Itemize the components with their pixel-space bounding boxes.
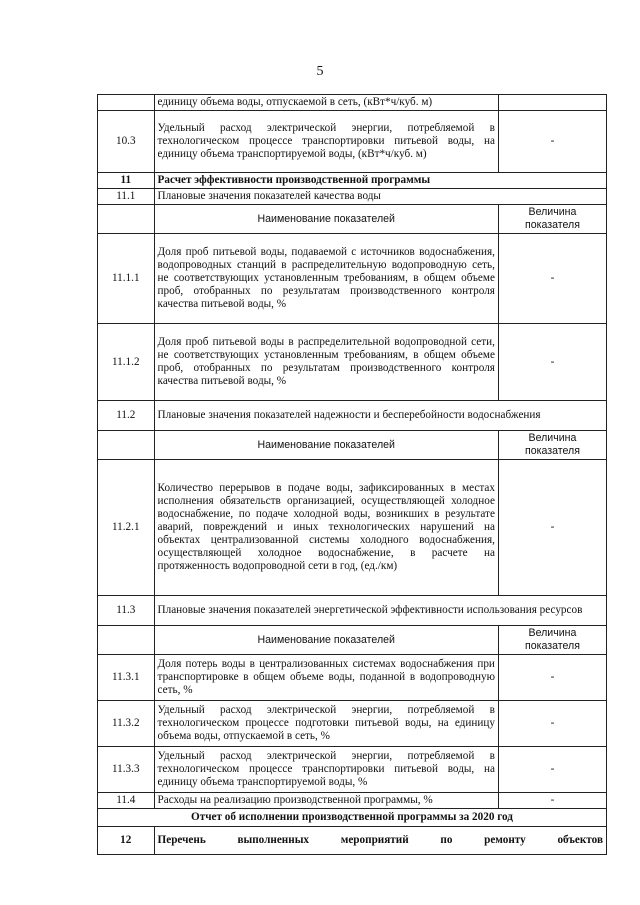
subsection-number: 11.1: [98, 189, 155, 205]
header-row: [98, 431, 607, 460]
subsection-title: Плановые значения показателей энергетической эффективности использования ресурсов: [154, 596, 606, 626]
section-row: [98, 173, 607, 189]
table-row: [98, 324, 607, 401]
page-number: 5: [316, 64, 324, 79]
row-description: Доля проб питьевой воды в распределительной водопроводной сети, не соответствующих установленным требованиям, в общем объеме проб, отобранных по результатам производственного контроля качества питьевой воды, %: [154, 324, 498, 401]
subsection-number: 11.2: [98, 401, 155, 431]
subsection-row: [98, 189, 607, 205]
report-title-row: [98, 809, 607, 827]
section-number: 11: [98, 173, 155, 189]
program-table: [97, 94, 607, 855]
header-empty-cell: [98, 431, 155, 460]
header-empty-cell: [98, 205, 155, 234]
section-number: 12: [98, 827, 155, 855]
header-name: Наименование показателей: [154, 626, 498, 655]
section-title: Перечень выполненных мероприятий по ремонту объектов: [154, 827, 606, 855]
header-row: [98, 205, 607, 234]
row-value: -: [498, 701, 606, 747]
header-value: Величина показателя: [498, 431, 606, 460]
table-row: [98, 111, 607, 173]
table-row: [98, 95, 607, 111]
header-name: Наименование показателей: [154, 205, 498, 234]
row-description: Удельный расход электрической энергии, потребляемой в технологическом процессе подготовки питьевой воды, на единицу объема воды, отпускаемой в сеть, %: [154, 701, 498, 747]
header-name: Наименование показателей: [154, 431, 498, 460]
row-description: Доля потерь воды в централизованных системах водоснабжения при транспортировке в общем объеме воды, поданной в водопроводную сеть, %: [154, 655, 498, 701]
row-description: Расходы на реализацию производственной программы, %: [154, 793, 498, 809]
row-number: 11.3.3: [98, 747, 155, 793]
table-row: [98, 793, 607, 809]
subsection-row: [98, 596, 607, 626]
header-empty-cell: [98, 626, 155, 655]
row-description: Удельный расход электрической энергии, потребляемой в технологическом процессе транспортировки питьевой воды, на единицу объема транспортируемой воды, (кВт*ч/куб. м): [154, 111, 498, 173]
table-row: [98, 655, 607, 701]
row-value: -: [498, 747, 606, 793]
report-title: Отчет об исполнении производственной программы за 2020 год: [98, 809, 607, 827]
row-description: Количество перерывов в подаче воды, зафиксированных в местах исполнения обязательств организацией, осуществляющей холодное водоснабжение, по подаче холодной воды, возникших в результате аварий, повреждений и иных технологических нарушений на объектах централизованной системы холодного водоснабжения, осуществляющей холодное водоснабжение, в расчете на протяженность водопроводной сети в год, (ед./км): [154, 460, 498, 596]
header-value: Величина показателя: [498, 205, 606, 234]
row-number: 11.4: [98, 793, 155, 809]
row-value: -: [498, 793, 606, 809]
row-value: -: [498, 655, 606, 701]
section-title: Расчет эффективности производственной программы: [154, 173, 606, 189]
row-value: -: [498, 324, 606, 401]
row-number: 10.3: [98, 111, 155, 173]
row-number: 11.1.1: [98, 234, 155, 324]
table-row: [98, 460, 607, 596]
row-number: 11.3.2: [98, 701, 155, 747]
section-row: [98, 827, 607, 855]
row-description: Удельный расход электрической энергии, потребляемой в технологическом процессе транспортировки питьевой воды, на единицу объема транспортируемой воды, %: [154, 747, 498, 793]
subsection-title: Плановые значения показателей качества воды: [154, 189, 606, 205]
row-number: 11.1.2: [98, 324, 155, 401]
row-value: -: [498, 460, 606, 596]
row-number: 11.2.1: [98, 460, 155, 596]
header-value: Величина показателя: [498, 626, 606, 655]
row-description: единицу объема воды, отпускаемой в сеть, (кВт*ч/куб. м): [154, 95, 498, 111]
subsection-title: Плановые значения показателей надежности и бесперебойности водоснабжения: [154, 401, 606, 431]
row-number: [98, 95, 155, 111]
subsection-number: 11.3: [98, 596, 155, 626]
row-number: 11.3.1: [98, 655, 155, 701]
row-value: [498, 95, 606, 111]
table-row: [98, 234, 607, 324]
row-value: -: [498, 111, 606, 173]
table-row: [98, 701, 607, 747]
row-description: Доля проб питьевой воды, подаваемой с источников водоснабжения, водопроводных станций в распределительную водопроводную сеть, не соответствующих установленным требованиям, в общем объеме проб, отобранных по результатам производственного контроля качества питьевой воды, %: [154, 234, 498, 324]
table-row: [98, 747, 607, 793]
header-row: [98, 626, 607, 655]
subsection-row: [98, 401, 607, 431]
row-value: -: [498, 234, 606, 324]
